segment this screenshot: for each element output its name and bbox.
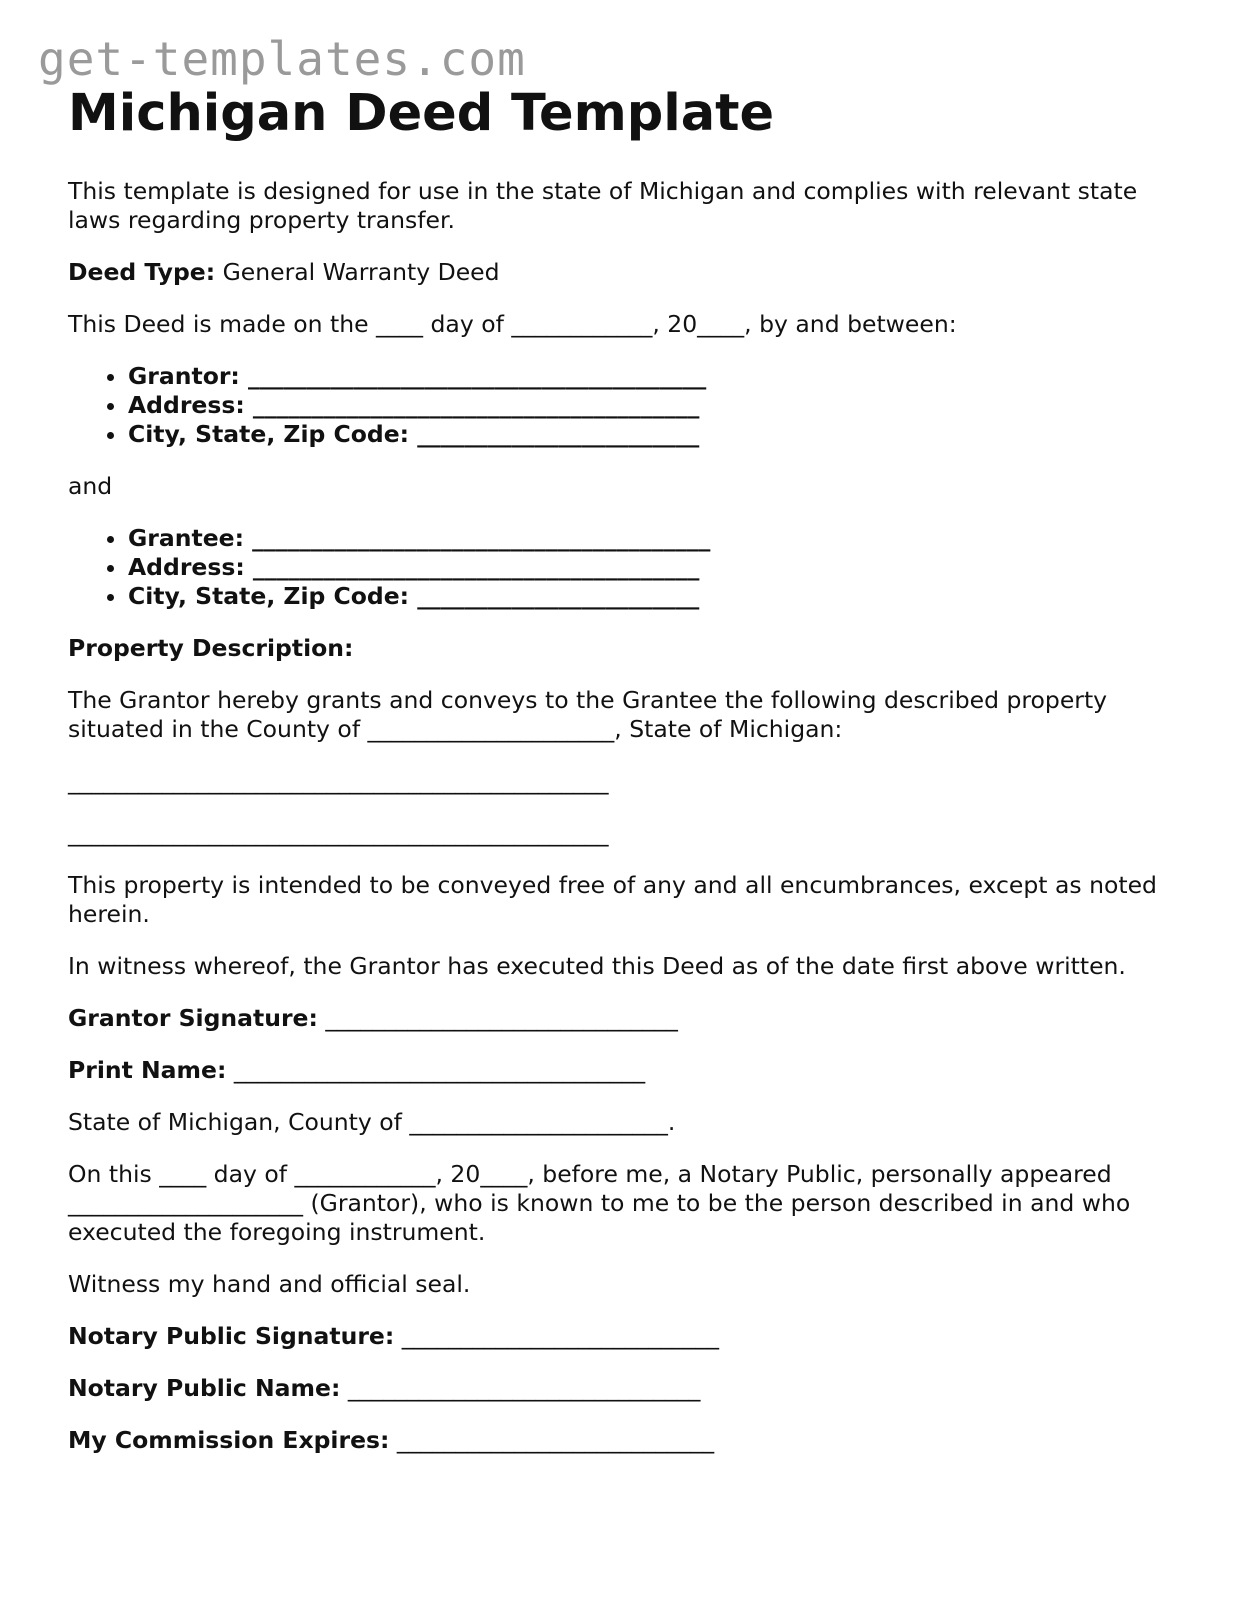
- page-title: Michigan Deed Template: [68, 84, 775, 143]
- grantor-signature-label: Grantor Signature:: [68, 1004, 318, 1032]
- print-name-blank[interactable]: ___________________________________: [233, 1056, 646, 1084]
- notary-name-line: [68, 1374, 1188, 1403]
- deed-type-label: Deed Type:: [68, 258, 216, 286]
- list-item: [128, 420, 1188, 449]
- grantor-city-label: City, State, Zip Code:: [128, 420, 410, 448]
- commission-label: My Commission Expires:: [68, 1426, 390, 1454]
- list-item: [128, 524, 1188, 553]
- commission-blank[interactable]: ___________________________: [396, 1426, 715, 1454]
- deed-type-value: General Warranty Deed: [222, 258, 500, 286]
- and-text: and: [68, 472, 113, 500]
- list-item: [128, 391, 1188, 420]
- print-name-label: Print Name:: [68, 1056, 227, 1084]
- state-county-line: State of Michigan, County of ______________________.: [68, 1108, 676, 1136]
- document-body: [68, 177, 1188, 1478]
- commission-line: [68, 1426, 1188, 1455]
- grantee-blank[interactable]: _______________________________________: [252, 524, 711, 552]
- grantor-address-label: Address:: [128, 391, 245, 419]
- deed-type-line: [68, 258, 1188, 287]
- notary-name-label: Notary Public Name:: [68, 1374, 341, 1402]
- property-heading: [68, 634, 1188, 663]
- intro-paragraph: This template is designed for use in the state of Michigan and complies with relevant state laws regarding property transfer.: [68, 177, 1138, 234]
- print-name-line: [68, 1056, 1188, 1085]
- seal-paragraph: Witness my hand and official seal.: [68, 1270, 471, 1298]
- grantee-address-blank[interactable]: ______________________________________: [252, 553, 700, 581]
- property-lines: [68, 767, 1188, 848]
- list-item: [128, 362, 1188, 391]
- witness-paragraph: In witness whereof, the Grantor has executed this Deed as of the date first above written.: [68, 952, 1126, 980]
- property-blank-line-2[interactable]: ______________________________________________: [68, 819, 609, 847]
- watermark: get-templates.com: [38, 32, 526, 86]
- grantor-list: [68, 362, 1188, 449]
- grantor-signature-blank[interactable]: ______________________________: [325, 1004, 678, 1032]
- grantee-city-label: City, State, Zip Code:: [128, 582, 410, 610]
- notary-name-blank[interactable]: ______________________________: [347, 1374, 701, 1402]
- notary-paragraph: On this ____ day of ____________, 20____, before me, a Notary Public, personally appeared ____________________ (Grantor), who is known to me to be the person described in and who executed the foregoing instrument.: [68, 1160, 1131, 1246]
- list-item: [128, 582, 1188, 611]
- notary-signature-blank[interactable]: ___________________________: [401, 1322, 720, 1350]
- notary-signature-label: Notary Public Signature:: [68, 1322, 395, 1350]
- grantee-city-blank[interactable]: ________________________: [417, 582, 700, 610]
- property-heading-text: Property Description:: [68, 634, 354, 662]
- list-item: [128, 553, 1188, 582]
- grantee-address-label: Address:: [128, 553, 245, 581]
- notary-signature-line: [68, 1322, 1188, 1351]
- property-blank-line-1[interactable]: ______________________________________________: [68, 767, 609, 795]
- grantor-address-blank[interactable]: ______________________________________: [252, 391, 700, 419]
- made-on-paragraph: This Deed is made on the ____ day of ____________, 20____, by and between:: [68, 310, 957, 338]
- grantor-city-blank[interactable]: ________________________: [417, 420, 700, 448]
- grantee-label: Grantee:: [128, 524, 244, 552]
- grantor-label: Grantor:: [128, 362, 240, 390]
- property-paragraph: The Grantor hereby grants and conveys to the Grantee the following described property situated in the County of _____________________, State of Michigan:: [68, 686, 1108, 743]
- grantor-signature-line: [68, 1004, 1188, 1033]
- grantee-list: [68, 524, 1188, 611]
- grantor-blank[interactable]: _______________________________________: [248, 362, 707, 390]
- encumbrance-paragraph: This property is intended to be conveyed free of any and all encumbrances, except as noted herein.: [68, 871, 1157, 928]
